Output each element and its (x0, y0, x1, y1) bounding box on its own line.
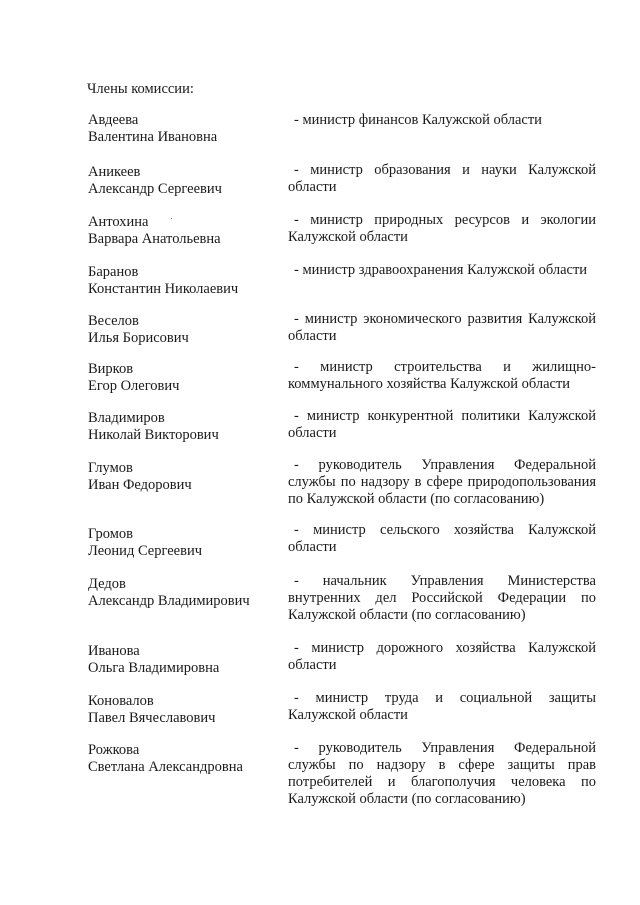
member-role-text: - руководитель Управления Федеральной службы по надзору в сфере природопользования по Калужской области (по согласованию) (288, 457, 596, 507)
member-given-names: Леонид Сергеевич (88, 543, 203, 559)
member-role-text: - министр экономического развития Калужской области (288, 311, 596, 344)
commission-members-heading: Члены комиссии: (87, 81, 194, 97)
member-role (288, 212, 596, 246)
member-role-text: - начальник Управления Министерства внутренних дел Российской Федерации по Калужской области (по согласованию) (288, 573, 596, 623)
member-surname: Глумов (88, 460, 133, 476)
member-role (288, 359, 596, 393)
member-role (288, 573, 596, 624)
member-role (288, 408, 596, 442)
member-name (88, 112, 278, 146)
member-name (88, 742, 278, 776)
member-given-names: Варвара Анатольевна (88, 231, 221, 247)
member-name (88, 264, 278, 298)
member-role (288, 162, 596, 196)
member-given-names: Павел Вячеславович (88, 710, 216, 726)
member-surname: Веселов (88, 313, 139, 329)
member-surname: Владимиров (88, 410, 165, 426)
member-role-text: - руководитель Управления Федеральной службы по надзору в сфере защиты прав потребителей и благополучия человека по Калужской области (по согласованию) (288, 740, 596, 807)
member-given-names: Илья Борисович (88, 330, 189, 346)
member-role (288, 262, 596, 279)
member-name (88, 164, 278, 198)
member-given-names: Ольга Владимировна (88, 660, 220, 676)
member-role-text: - министр конкурентной политики Калужской области (288, 408, 596, 441)
member-role-text: - министр строительства и жилищно-коммунального хозяйства Калужской области (288, 359, 596, 392)
member-surname: Коновалов (88, 693, 154, 709)
member-role (288, 457, 596, 508)
member-name (88, 643, 278, 677)
member-role-text: - министр труда и социальной защиты Калужской области (288, 690, 596, 723)
member-name (88, 214, 278, 248)
member-given-names: Константин Николаевич (88, 281, 239, 297)
member-surname: Громов (88, 526, 133, 542)
member-given-names: Иван Федорович (88, 477, 192, 493)
member-role (288, 690, 596, 724)
member-role (288, 311, 596, 345)
member-name (88, 460, 278, 494)
member-surname: Авдеева (88, 112, 139, 128)
member-role (288, 522, 596, 556)
member-given-names: Александр Владимирович (88, 593, 250, 609)
member-name (88, 693, 278, 727)
member-name (88, 410, 278, 444)
member-name (88, 576, 278, 610)
member-name (88, 526, 278, 560)
member-role (288, 640, 596, 674)
member-surname: Аникеев (88, 164, 141, 180)
member-role-text: - министр образования и науки Калужской области (288, 162, 596, 195)
member-surname: Иванова (88, 643, 140, 659)
member-role-text: - министр здравоохранения Калужской области (294, 262, 588, 278)
member-given-names: Валентина Ивановна (88, 129, 218, 145)
member-surname: Вирков (88, 361, 134, 377)
member-role (288, 740, 596, 808)
member-given-names: Александр Сергеевич (88, 181, 222, 197)
member-name (88, 361, 278, 395)
member-given-names: Светлана Александровна (88, 759, 243, 775)
member-surname: Антохина (88, 214, 149, 230)
member-name (88, 313, 278, 347)
member-surname: Дедов (88, 576, 126, 592)
member-surname: Баранов (88, 264, 139, 280)
member-given-names: Егор Олегович (88, 378, 180, 394)
member-role-text: - министр сельского хозяйства Калужской области (288, 522, 596, 555)
member-role-text: - министр финансов Калужской области (294, 112, 542, 128)
member-role-text: - министр дорожного хозяйства Калужской области (288, 640, 596, 673)
member-role (288, 112, 596, 129)
member-surname: Рожкова (88, 742, 140, 758)
member-role-text: - министр природных ресурсов и экологии Калужской области (288, 212, 596, 245)
member-given-names: Николай Викторович (88, 427, 219, 443)
